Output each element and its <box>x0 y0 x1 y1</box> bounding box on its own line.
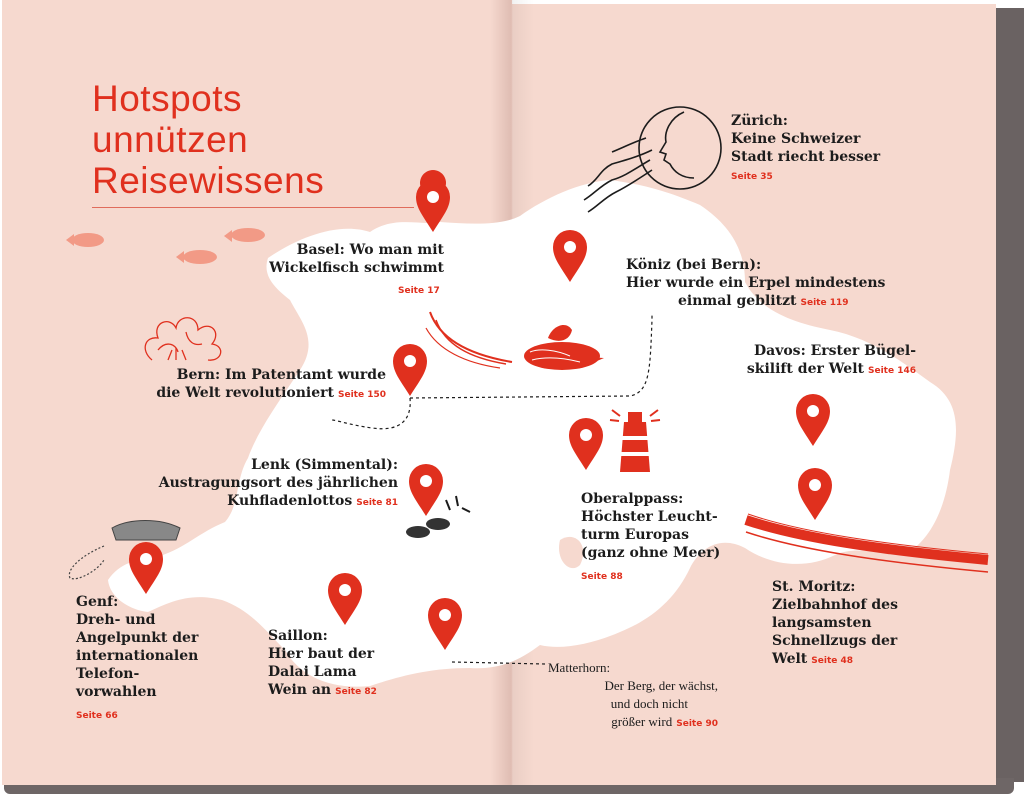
koeniz-line: Hier wurde ein Erpel mindestens <box>626 275 886 291</box>
zuerich-line: Zürich: <box>731 113 788 129</box>
davos-line: Davos: Erster Bügel- <box>754 343 916 359</box>
davos-last: skilift der Welt <box>746 361 864 377</box>
oberalp-line: Oberalppass: <box>581 491 684 507</box>
genf-line: Telefon- <box>76 666 140 682</box>
page-ref-oberalp: Seite 88 <box>581 572 623 582</box>
saillon-line <box>268 681 428 701</box>
koeniz-last: einmal geblitzt <box>678 293 797 309</box>
stmoritz-line: St. Moritz: <box>772 579 856 595</box>
matterhorn-last: größer wird <box>611 714 673 729</box>
map-pin-koeniz <box>553 230 587 282</box>
label-davos <box>700 342 916 380</box>
koeniz-line: Köniz (bei Bern): <box>626 257 762 273</box>
page-ref-davos: Seite 146 <box>868 366 916 376</box>
page-ref-koeniz: Seite 119 <box>800 298 849 308</box>
map-pin-oberalp <box>569 418 603 470</box>
oberalp-line: Höchster Leucht- <box>581 509 718 525</box>
stmoritz-line: langsamsten <box>772 615 872 631</box>
stmoritz-last: Welt <box>772 651 808 667</box>
page-ref-stmoritz: Seite 48 <box>811 656 854 666</box>
page-ref-bern: Seite 150 <box>338 390 386 400</box>
genf-line: Dreh- und <box>76 612 156 628</box>
title-line: Hotspots <box>92 78 243 119</box>
page-title <box>92 78 324 201</box>
page-ref-zuerich: Seite 35 <box>731 172 773 182</box>
lenk-name: Lenk (Simmental): <box>251 457 398 473</box>
matterhorn-line: Der Berg, der wächst, <box>604 678 718 693</box>
label-oberalp <box>581 490 741 562</box>
label-lenk <box>130 456 398 512</box>
title-rule <box>92 207 414 208</box>
lenk-desc-1: Austragungsort des jährlichen <box>158 475 398 491</box>
label-basel <box>250 241 444 277</box>
bern-desc-line <box>118 384 386 404</box>
zuerich-line: Stadt riecht besser <box>731 149 881 165</box>
davos-line <box>700 360 916 380</box>
saillon-last: Wein an <box>268 682 332 698</box>
matterhorn-line: und doch nicht <box>610 696 688 711</box>
label-bern <box>118 366 386 404</box>
koeniz-line <box>626 292 926 312</box>
page-ref-saillon: Seite 82 <box>335 687 377 697</box>
bern-desc: die Welt revolutioniert <box>156 385 334 401</box>
genf-line: Angelpunkt der <box>76 630 199 646</box>
map-pin-genf <box>129 542 163 594</box>
genf-line: vorwahlen <box>76 684 157 700</box>
saillon-line: Hier baut der <box>268 646 375 662</box>
stmoritz-line: Zielbahnhof des <box>772 597 898 613</box>
lenk-desc-2: Kuhfladenlottos <box>227 493 353 509</box>
genf-line: internationalen <box>76 648 199 664</box>
matterhorn-line <box>538 713 718 733</box>
title-line: unnützen <box>92 119 249 160</box>
page-ref-genf: Seite 66 <box>76 711 118 721</box>
page-ref-basel: Seite 17 <box>398 286 440 296</box>
stmoritz-line: Schnellzugs der <box>772 633 898 649</box>
label-saillon <box>268 627 428 701</box>
map-pin-davos <box>796 394 830 446</box>
page-ref-matterhorn: Seite 90 <box>676 719 718 729</box>
label-genf <box>76 593 246 701</box>
oberalp-line: (ganz ohne Meer) <box>581 545 721 561</box>
page-ref-lenk: Seite 81 <box>356 498 398 508</box>
stmoritz-line <box>740 650 916 670</box>
title-line: Reisewissens <box>92 160 325 201</box>
zuerich-line: Keine Schweizer <box>731 131 861 147</box>
genf-line: Genf: <box>76 594 119 610</box>
matterhorn-line: Matterhorn: <box>548 660 611 675</box>
map-pin-bern <box>393 344 427 396</box>
saillon-line: Dalai Lama <box>268 664 357 680</box>
map-pin-lenk <box>409 464 443 516</box>
map-pin-matterhorn <box>428 598 462 650</box>
label-stmoritz <box>740 578 916 670</box>
basel-desc: Wickelfisch schwimmt <box>269 260 444 276</box>
label-matterhorn <box>538 659 718 733</box>
map-pin-saillon <box>328 573 362 625</box>
label-koeniz <box>626 256 926 312</box>
map-pin-stmoritz <box>798 468 832 520</box>
basel-name: Basel: Wo man mit <box>296 242 444 258</box>
map-pin-basel <box>416 180 450 232</box>
label-zuerich <box>731 112 911 166</box>
bern-name: Bern: Im Patentamt wurde <box>176 367 386 383</box>
oberalp-line: turm Europas <box>581 527 690 543</box>
lenk-desc-line <box>130 492 398 512</box>
saillon-line: Saillon: <box>268 628 328 644</box>
